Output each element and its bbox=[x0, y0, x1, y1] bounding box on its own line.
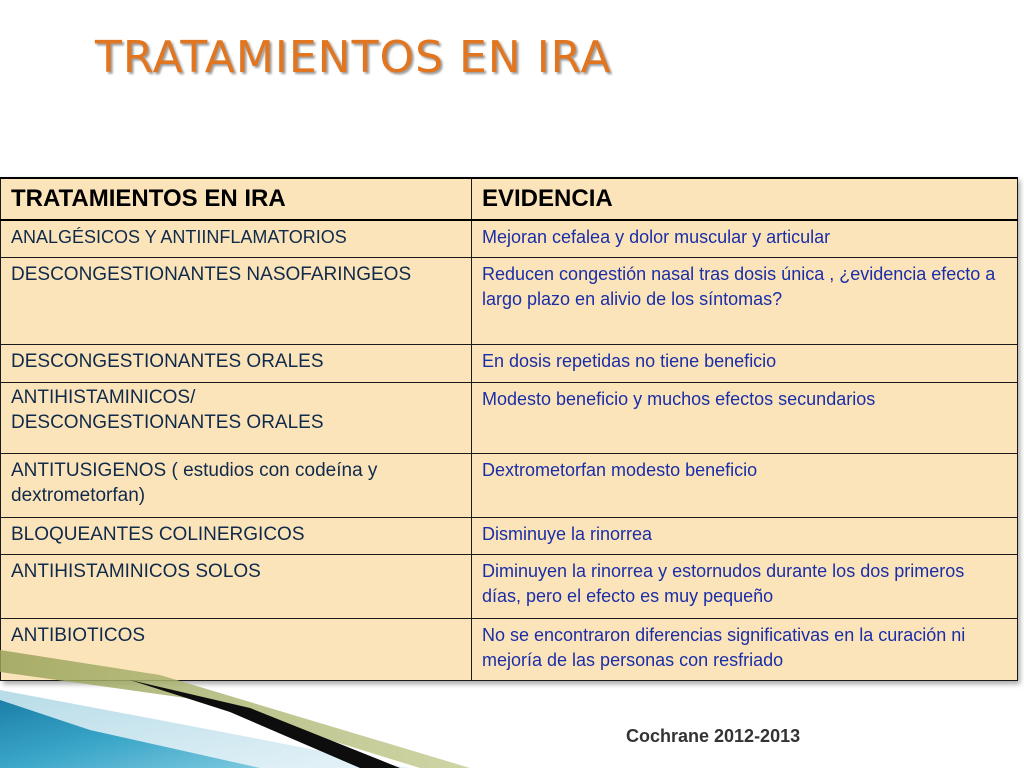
evidence-cell: Modesto beneficio y muchos efectos secundarios bbox=[472, 382, 1018, 453]
slide-title: TRATAMIENTOS EN IRA bbox=[95, 32, 612, 83]
evidence-cell: No se encontraron diferencias significativas en la curación ni mejoría de las personas con resfriado bbox=[472, 618, 1018, 680]
treatment-line-2: DESCONGESTIONANTES ORALES bbox=[11, 411, 324, 433]
header-evidence: EVIDENCIA bbox=[472, 178, 1018, 220]
header-treatment: TRATAMIENTOS EN IRA bbox=[1, 178, 472, 220]
treatment-cell: ANTIHISTAMINICOS SOLOS bbox=[1, 554, 472, 618]
evidence-cell: Reducen congestión nasal tras dosis única , ¿evidencia efecto a largo plazo en alivio de los síntomas? bbox=[472, 257, 1018, 344]
source-citation: Cochrane 2012-2013 bbox=[626, 726, 801, 746]
evidence-cell: Dextrometorfan modesto beneficio bbox=[472, 453, 1018, 517]
evidence-cell: En dosis repetidas no tiene beneficio bbox=[472, 344, 1018, 382]
treatment-line-1: ANTIHISTAMINICOS/ bbox=[11, 386, 196, 408]
treatment-cell: ANALGÉSICOS Y ANTIINFLAMATORIOS bbox=[1, 220, 472, 257]
treatment-cell: ANTITUSIGENOS ( estudios con codeína y dextrometorfan) bbox=[1, 453, 472, 517]
treatment-cell: ANTIBIOTICOS bbox=[1, 618, 472, 680]
treatment-cell: BLOQUEANTES COLINERGICOS bbox=[1, 517, 472, 554]
treatment-cell: DESCONGESTIONANTES ORALES bbox=[1, 344, 472, 382]
treatment-cell: DESCONGESTIONANTES NASOFARINGEOS bbox=[1, 257, 472, 344]
evidence-cell: Diminuyen la rinorrea y estornudos durante los dos primeros días, pero el efecto es muy pequeño bbox=[472, 554, 1018, 618]
evidence-cell: Mejoran cefalea y dolor muscular y articular bbox=[472, 220, 1018, 257]
evidence-cell: Disminuye la rinorrea bbox=[472, 517, 1018, 554]
